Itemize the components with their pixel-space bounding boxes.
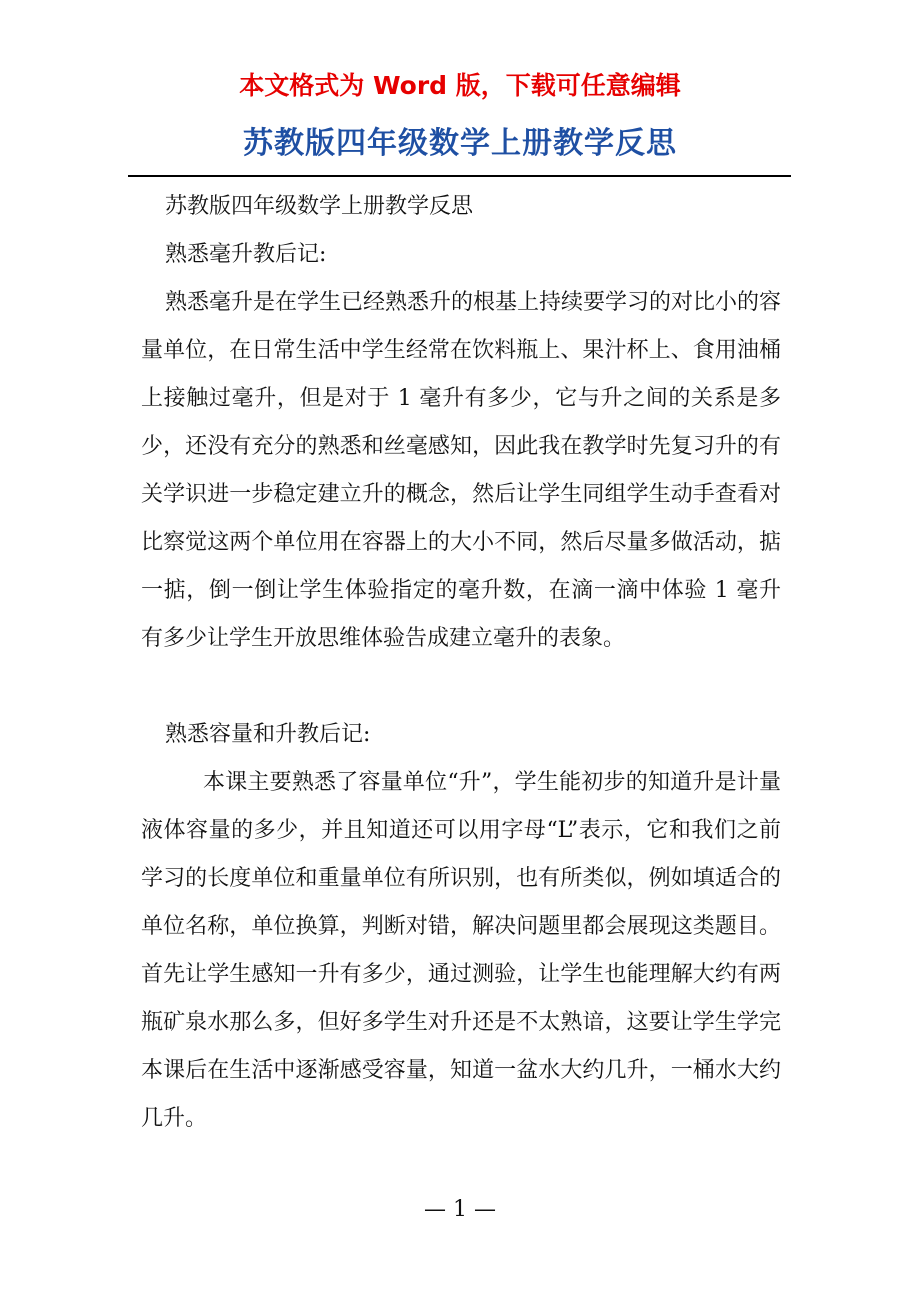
paragraph-liter: 本课主要熟悉了容量单位“升”，学生能初步的知道升是计量液体容量的多少，并且知道还可以用字母“L”表示，它和我们之前学习的长度单位和重量单位有所识别，也有所类似，例如填适合的单位名称，单位换算，判断对错，解决问题里都会展现这类题目。首先让学生感知一升有多少，通过测验，让学生也能理解大约有两瓶矿泉水那么多，但好多学生对升还是不太熟谙，这要让学生学完本课后在生活中逐渐感受容量，知道一盆水大约几升，一桶水大约几升。 (141, 770, 781, 1131)
title-divider (128, 175, 791, 177)
document-subtitle: 苏教版四年级数学上册教学反思 (165, 194, 474, 219)
document-title: 苏教版四年级数学上册教学反思 (243, 126, 677, 161)
page-number: — 1 — (424, 1197, 496, 1222)
format-notice: 本文格式为 Word 版，下载可任意编辑 (239, 71, 681, 100)
section-heading-liter: 熟悉容量和升教后记: (165, 722, 371, 747)
document-body (141, 183, 781, 1143)
paragraph-gap (141, 663, 781, 711)
section-heading-milliliter: 熟悉毫升教后记: (165, 242, 327, 267)
paragraph-milliliter: 熟悉毫升是在学生已经熟悉升的根基上持续要学习的对比小的容量单位，在日常生活中学生经常在饮料瓶上、果汁杯上、食用油桶上接触过毫升，但是对于 1 毫升有多少，它与升之间的关系是多少，还没有充分的熟悉和丝毫感知，因此我在教学时先复习升的有关学识进一步稳定建立升的概念，然后让学生同组学生动手查看对比察觉这两个单位用在容器上的大小不同，然后尽量多做活动，掂一掂，倒一倒让学生体验指定的毫升数，在滴一滴中体验 1 毫升有多少让学生开放思维体验告成建立毫升的表象。 (141, 290, 782, 651)
